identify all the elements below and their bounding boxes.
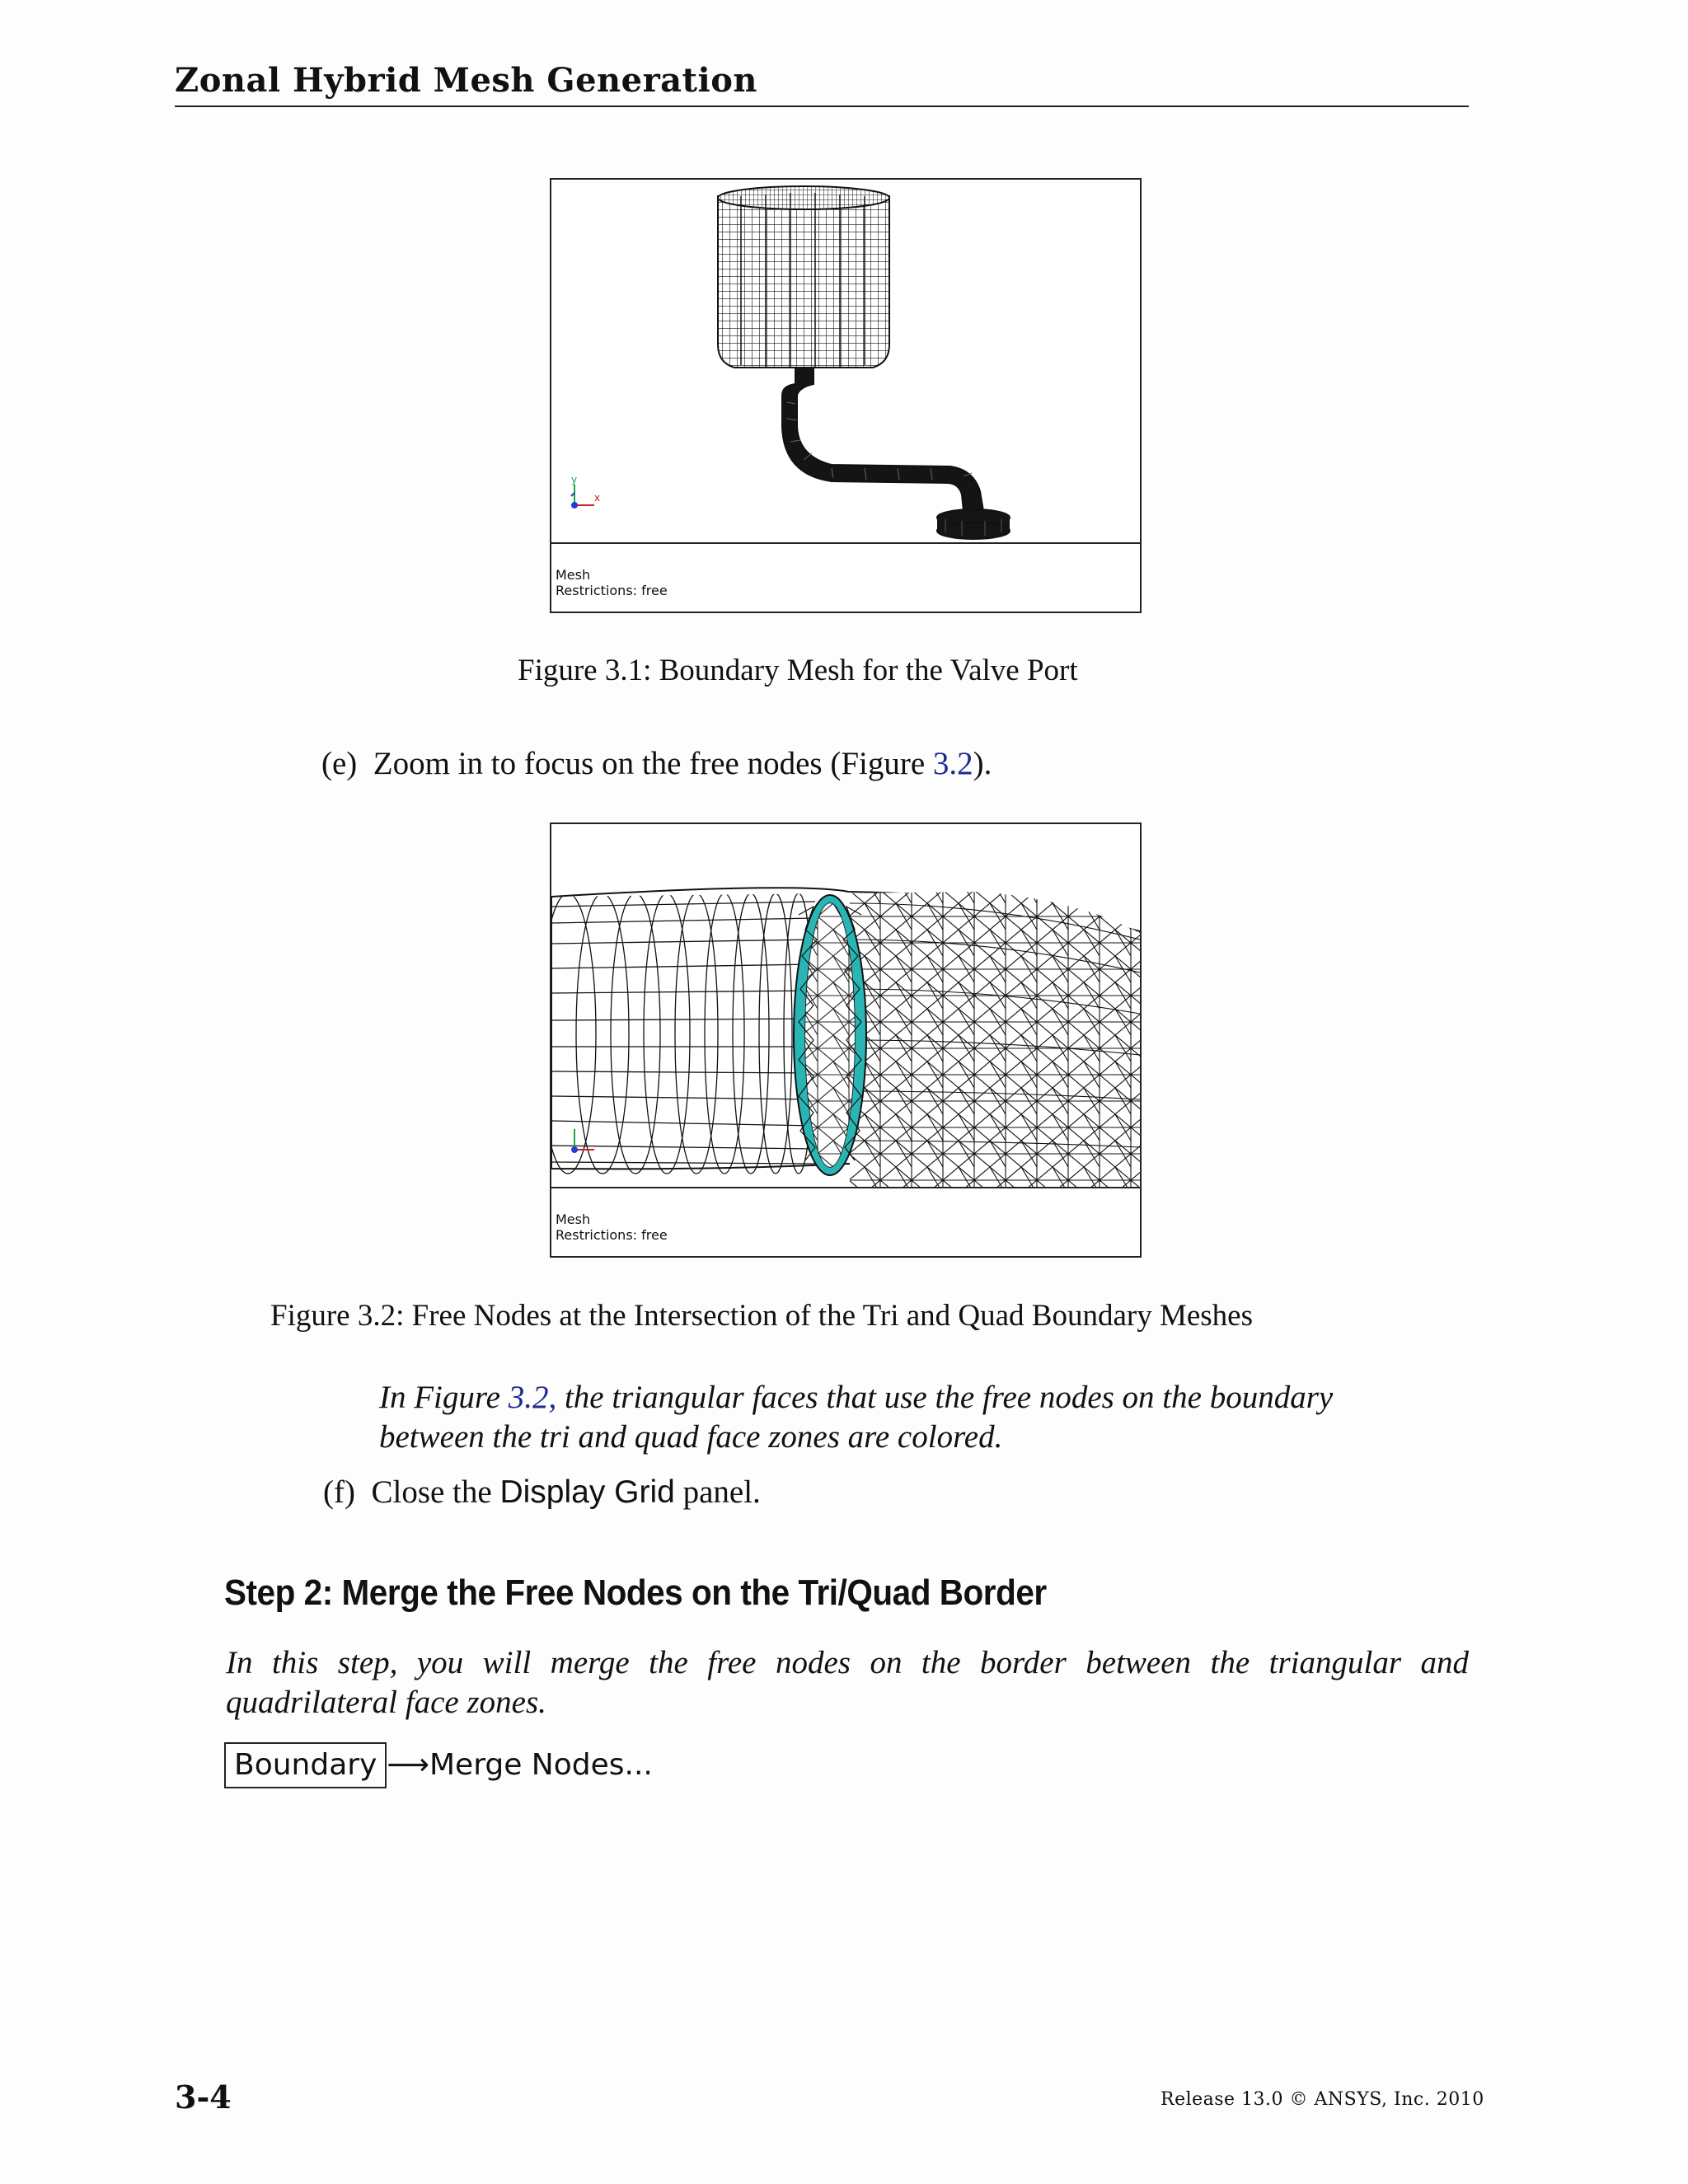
figure-3-1-caption: Figure 3.1: Boundary Mesh for the Valve Port <box>518 654 1078 687</box>
figure-3-2-caption: Figure 3.2: Free Nodes at the Intersection of the Tri and Quad Boundary Meshes <box>270 1299 1254 1333</box>
step-f-marker: (f) <box>323 1474 355 1510</box>
status-restrictions-label: Restrictions: free <box>556 1227 668 1243</box>
merge-nodes-menu-item[interactable]: Merge Nodes... <box>429 1748 653 1782</box>
step-2-intro <box>226 1643 1469 1722</box>
figure-3-2-link[interactable]: 3.2 <box>932 746 973 781</box>
display-grid-panel-name: Display Grid <box>499 1474 675 1510</box>
axis-y-label: y <box>571 474 578 485</box>
axis-x-label: x <box>594 492 601 504</box>
figure-3-2-note-link[interactable]: 3.2, <box>508 1380 557 1415</box>
step-f-text: Close the <box>371 1474 500 1510</box>
status-mesh-label: Mesh <box>556 1212 591 1227</box>
free-node-faces-ring <box>794 895 866 1175</box>
figure-note-line1: In Figure 3.2, the triangular faces that use the free nodes on the boundary <box>379 1380 1334 1415</box>
figure-3-2 <box>550 823 1142 1258</box>
step-e <box>321 744 992 784</box>
status-mesh-label: Mesh <box>556 567 591 583</box>
figure-3-1 <box>550 178 1142 613</box>
status-restrictions-label: Restrictions: free <box>556 583 668 598</box>
figure-status-bar <box>551 542 1140 612</box>
axis-triad <box>571 474 600 509</box>
figure-note-line2: between the tri and quad face zones are colored. <box>379 1419 1003 1455</box>
valve-port-mesh-graphic <box>551 180 1140 542</box>
free-nodes-mesh-graphic <box>551 824 1140 1187</box>
step-e-marker: (e) <box>321 746 358 781</box>
figure-status-bar <box>551 1187 1140 1256</box>
step-e-text: Zoom in to focus on the free nodes (Figure <box>373 746 933 781</box>
step-f-text-end: panel. <box>674 1474 761 1510</box>
figure-note <box>379 1378 1469 1457</box>
step-f <box>323 1473 761 1512</box>
running-header: Zonal Hybrid Mesh Generation <box>175 61 757 100</box>
page-number: 3-4 <box>175 2079 232 2116</box>
port-disc-mesh <box>937 509 1010 539</box>
pipe-mesh <box>782 368 983 511</box>
cylinder-mesh <box>718 186 889 368</box>
release-footer: Release 13.0 © ANSYS, Inc. 2010 <box>1160 2089 1484 2110</box>
menu-arrow: ⟶ <box>387 1748 429 1782</box>
step-2-intro-line1: In this step, you will merge the free nodes on the border between the triangular and <box>226 1645 1469 1680</box>
header-rule <box>175 105 1469 107</box>
step-e-text-end: ). <box>973 746 992 781</box>
step-2-intro-line2: quadrilateral face zones. <box>226 1685 546 1720</box>
menu-path <box>224 1742 653 1788</box>
step-2-heading: Step 2: Merge the Free Nodes on the Tri/Quad Border <box>224 1572 1047 1613</box>
boundary-menu[interactable]: Boundary <box>224 1742 387 1788</box>
tri-mesh-region <box>850 874 1140 1187</box>
